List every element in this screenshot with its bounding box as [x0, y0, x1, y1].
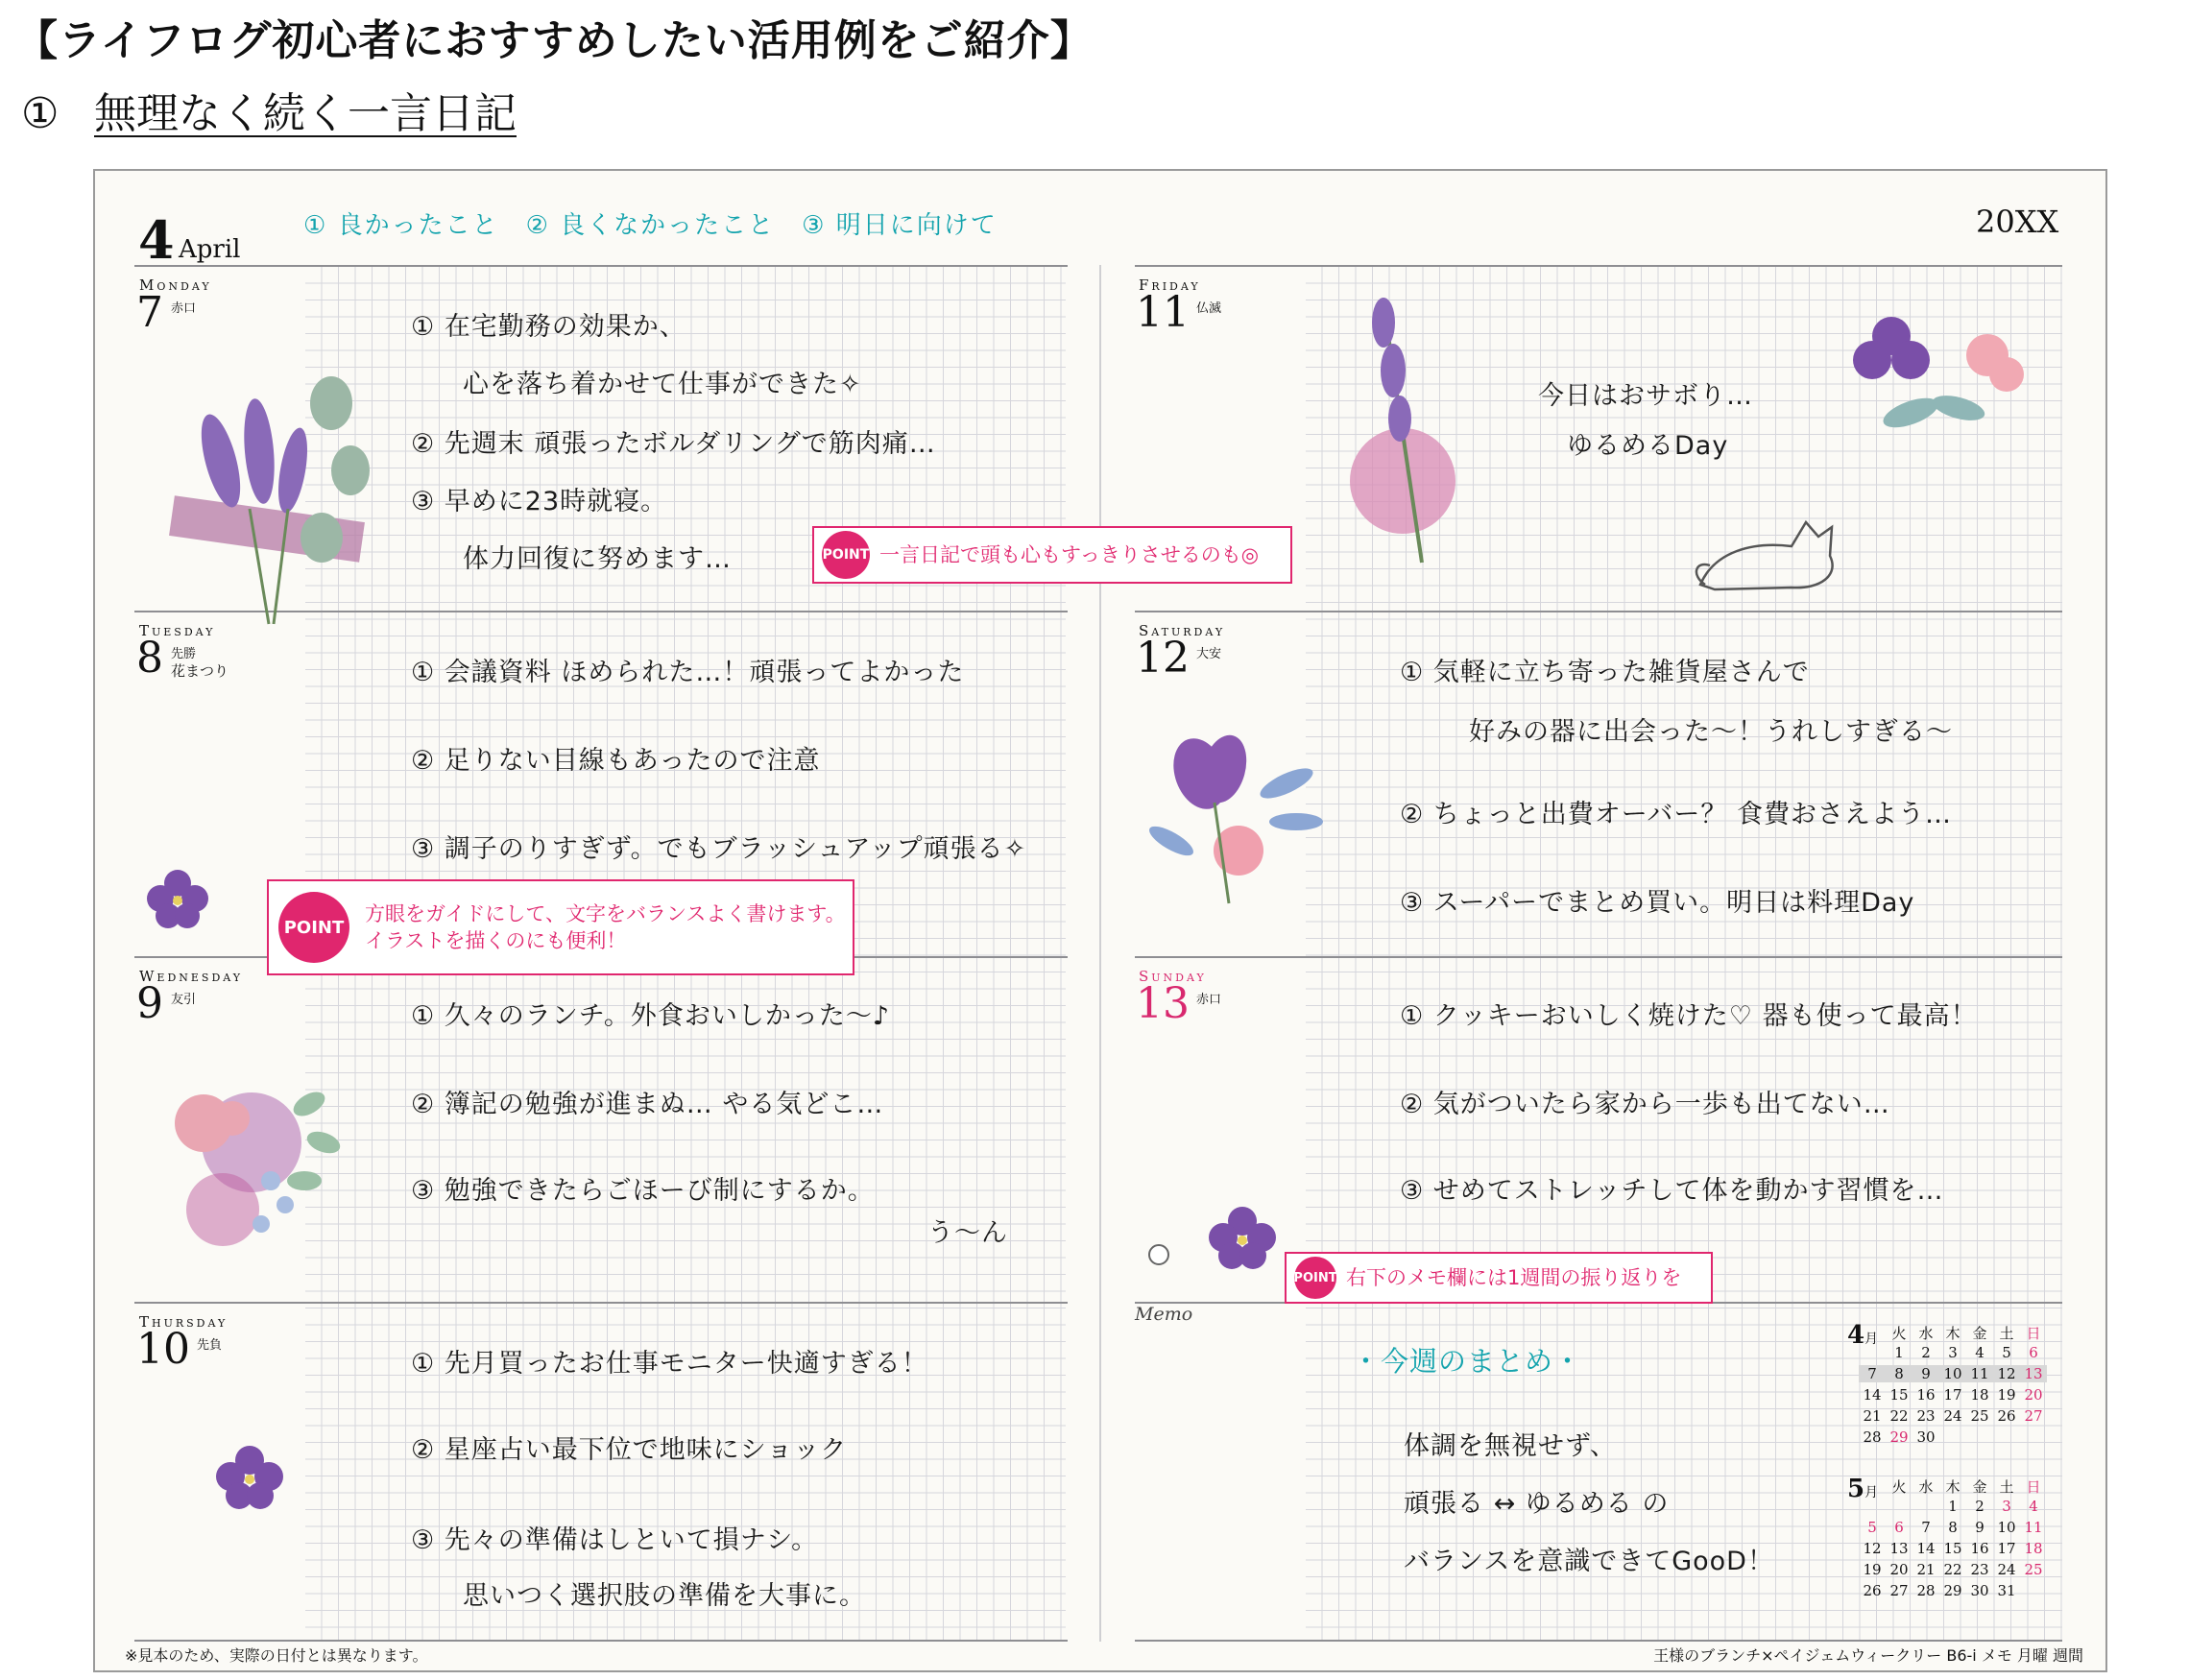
- footer-product: 王様のブランチ×ペイジェムウィークリー B6-i メモ 月曜 週間: [1653, 1646, 2083, 1665]
- day-name-tuesday: Tuesday: [139, 622, 216, 639]
- entry-line: ① 久々のランチ。外食おいしかった〜♪: [411, 1001, 891, 1031]
- rokuyo-tuesday: 先勝: [171, 647, 197, 661]
- cal-weekday: 金: [1972, 1478, 1987, 1496]
- rokuyo-wednesday: 友引: [171, 993, 197, 1007]
- memo-title: ・今週のまとめ・: [1352, 1345, 1583, 1378]
- entry-line: ③ スーパーでまとめ買い。明日は料理Day: [1400, 888, 1915, 918]
- cal-day: 18: [2024, 1540, 2043, 1557]
- entry-line: ③ 先々の準備はしといて損ナシ。: [411, 1525, 819, 1555]
- entry-line: ② 星座占い最下位で地味にショック: [411, 1435, 848, 1465]
- cal-day: 18: [1970, 1386, 1989, 1404]
- ring-hole: [1148, 1244, 1169, 1265]
- cal-day: 8: [1886, 1365, 1912, 1382]
- cal-day: 11: [1966, 1365, 1993, 1382]
- cal-day: 3: [1948, 1344, 1958, 1361]
- cal-day: 23: [1970, 1561, 1989, 1578]
- cal-day: 23: [1916, 1407, 1936, 1425]
- cal-day: 20: [1889, 1561, 1909, 1578]
- divider: [134, 1640, 1068, 1642]
- cal-weekday: 土: [1999, 1325, 2014, 1342]
- center-fold: [1099, 265, 1101, 1642]
- cal-day: 30: [1916, 1428, 1936, 1446]
- cal-weekday: 木: [1945, 1478, 1960, 1496]
- cal-day: 13: [2020, 1365, 2047, 1382]
- day-name-monday: Monday: [139, 276, 212, 294]
- divider: [134, 265, 1068, 267]
- cal-month: 4月: [1847, 1321, 1879, 1350]
- point-callout: [267, 879, 854, 975]
- violet-flower-icon: [1206, 1206, 1279, 1271]
- day-name-friday: Friday: [1139, 276, 1201, 294]
- day-number-sunday: 13: [1136, 979, 1190, 1028]
- cal-day: 10: [1939, 1365, 1966, 1382]
- cal-day: 9: [1975, 1519, 1985, 1536]
- rokuyo-sunday: 赤口: [1196, 993, 1222, 1007]
- entry-line: 体力回復に努めます…: [463, 544, 732, 574]
- point-callout: [1285, 1252, 1713, 1304]
- entry-line: ① 会議資料 ほめられた…！頑張ってよかった: [411, 658, 965, 687]
- cal-day: 29: [1889, 1428, 1909, 1446]
- cal-day: 12: [1863, 1540, 1882, 1557]
- cal-day: 17: [1943, 1386, 1962, 1404]
- cal-day: 14: [1916, 1540, 1936, 1557]
- entry-line: ③ せめてストレッチして体を動かす習慣を…: [1400, 1176, 1944, 1206]
- year-label: 20XX: [1976, 204, 2059, 240]
- entry-legend: ① 良かったこと ② 良くなかったこと ③ 明日に向けて: [303, 211, 998, 240]
- section-number: ①: [21, 89, 60, 138]
- cal-day: 25: [2024, 1561, 2043, 1578]
- cal-day: 16: [1916, 1386, 1936, 1404]
- footer-note: ※見本のため、実際の日付とは異なります。: [125, 1646, 428, 1665]
- cal-day: 7: [1859, 1365, 1886, 1382]
- entry-line: 思いつく選択肢の準備を大事に。: [463, 1581, 866, 1611]
- cal-day: 15: [1943, 1540, 1962, 1557]
- violet-flower-icon: [213, 1444, 286, 1511]
- point-text: 方眼をガイドにして、文字をバランスよく書けます。: [365, 901, 846, 925]
- cal-day: 25: [1970, 1407, 1989, 1425]
- cal-day: 11: [2024, 1519, 2043, 1536]
- entry-line: ゆるめるDay: [1567, 431, 1729, 461]
- lavender-sprig-sticker-icon: [1331, 284, 1484, 572]
- entry-line: ② 簿記の勉強が進まぬ… やる気どこ…: [411, 1090, 884, 1119]
- divider: [134, 1302, 1068, 1304]
- entry-line: ① 在宅勤務の効果か、: [411, 312, 686, 342]
- cal-day: 16: [1970, 1540, 1989, 1557]
- cal-day: 1: [1948, 1498, 1958, 1515]
- point-badge: POINT: [822, 531, 870, 579]
- cal-weekday: 金: [1972, 1325, 1987, 1342]
- day-name-sunday: Sunday: [1139, 968, 1207, 985]
- cal-day: 3: [2002, 1498, 2011, 1515]
- memo-line: バランスを意識できてGooD！: [1404, 1547, 1774, 1576]
- page-heading: 【ライフログ初心者におすすめしたい活用例をご紹介】: [15, 16, 1094, 65]
- entry-line: ② 足りない目線もあったので注意: [411, 746, 821, 776]
- point-badge: POINT: [278, 892, 349, 963]
- cal-weekday: 日: [2026, 1478, 2041, 1496]
- cal-day: 5: [1867, 1519, 1877, 1536]
- point-text: 一言日記で頭も心もすっきりさせるのも◎: [879, 542, 1260, 566]
- cal-day: 27: [2024, 1407, 2043, 1425]
- month-name: April: [179, 235, 241, 264]
- cal-day: 12: [1993, 1365, 2020, 1382]
- rokuyo-saturday: 大安: [1196, 647, 1222, 661]
- cal-month: 5月: [1847, 1475, 1879, 1503]
- holiday-tuesday: 花まつり: [171, 662, 229, 680]
- day-number-thursday: 10: [136, 1325, 190, 1374]
- cal-weekday: 水: [1918, 1478, 1934, 1496]
- cal-day: 22: [1889, 1407, 1909, 1425]
- cal-weekday: 水: [1918, 1325, 1934, 1342]
- day-number-wednesday: 9: [136, 979, 163, 1028]
- cal-day: 15: [1889, 1386, 1909, 1404]
- cal-weekday: 火: [1891, 1478, 1907, 1496]
- memo-label: Memo: [1135, 1304, 1193, 1325]
- divider: [1135, 1640, 2062, 1642]
- entry-line: ③ 勉強できたらごほーび制にするか。: [411, 1176, 875, 1206]
- cal-day: 19: [1863, 1561, 1882, 1578]
- entry-line: ① 先月買ったお仕事モニター快適すぎる！: [411, 1349, 928, 1379]
- entry-line: 好みの器に出会った〜！うれしすぎる〜: [1469, 717, 1953, 747]
- cal-day: 26: [1997, 1407, 2016, 1425]
- entry-line: ① 気軽に立ち寄った雑貨屋さんで: [1400, 658, 1810, 687]
- cal-day: 26: [1863, 1582, 1882, 1599]
- cal-day: 9: [1912, 1365, 1939, 1382]
- cal-day: 5: [2002, 1344, 2011, 1361]
- cal-day: 8: [1948, 1519, 1958, 1536]
- cal-day: 22: [1943, 1561, 1962, 1578]
- lavender-sticker-icon: [154, 346, 374, 634]
- memo-line: 頑張る ↔ ゆるめる の: [1404, 1489, 1670, 1519]
- point-text: イラストを描くのにも便利！: [365, 929, 627, 952]
- cal-day: 17: [1997, 1540, 2016, 1557]
- rokuyo-thursday: 先負: [197, 1338, 223, 1353]
- day-number-friday: 11: [1136, 288, 1190, 337]
- memo-line: 体調を無視せず、: [1404, 1431, 1617, 1461]
- section-title: 無理なく続く一言日記: [94, 89, 517, 138]
- day-number-monday: 7: [136, 288, 163, 337]
- entry-line: ② 気がついたら家から一歩も出てない…: [1400, 1090, 1890, 1119]
- cal-day: 27: [1889, 1582, 1909, 1599]
- cal-day: 6: [1894, 1519, 1904, 1536]
- flower-pair-sticker-icon: [1843, 307, 2035, 451]
- cal-weekday: 木: [1945, 1325, 1960, 1342]
- day-name-saturday: Saturday: [1139, 622, 1226, 639]
- entry-line: ① クッキーおいしく焼けた♡ 器も使って最高！: [1400, 1001, 1978, 1031]
- cal-day: 30: [1970, 1582, 1989, 1599]
- cal-day: 21: [1916, 1561, 1936, 1578]
- cat-doodle-icon: [1686, 484, 1849, 599]
- cal-day: 28: [1916, 1582, 1936, 1599]
- point-text: 右下のメモ欄には1週間の振り返りを: [1346, 1265, 1682, 1289]
- day-name-wednesday: Wednesday: [139, 968, 244, 985]
- entry-line: ② ちょっと出費オーバー？ 食費おさえよう…: [1400, 800, 1953, 829]
- cal-day: 2: [1921, 1344, 1931, 1361]
- cal-day: 28: [1863, 1428, 1882, 1446]
- cal-day: 2: [1975, 1498, 1985, 1515]
- entry-line: ③ 調子のりすぎず。でもブラッシュアップ頑張る✧: [411, 834, 1027, 864]
- point-badge: POINT: [1294, 1257, 1336, 1299]
- point-callout: [812, 526, 1292, 584]
- cal-day: 19: [1997, 1386, 2016, 1404]
- day-name-thursday: Thursday: [139, 1313, 229, 1331]
- divider: [1135, 956, 2062, 958]
- violet-flower-icon: [144, 868, 211, 929]
- rokuyo-friday: 仏滅: [1196, 301, 1222, 316]
- cal-weekday: 土: [1999, 1478, 2014, 1496]
- cal-day: 21: [1863, 1407, 1882, 1425]
- divider: [1135, 611, 2062, 612]
- cal-day: 10: [1997, 1519, 2016, 1536]
- cal-day: 14: [1863, 1386, 1882, 1404]
- section-subheading: [21, 79, 517, 140]
- entry-line: う〜ん: [927, 1218, 1008, 1248]
- cal-day: 29: [1943, 1582, 1962, 1599]
- month-number: 4: [138, 209, 175, 271]
- mini-calendar-april: [1847, 1319, 2058, 1452]
- rose-bouquet-sticker-icon: [136, 1066, 357, 1258]
- cal-day: 4: [1975, 1344, 1985, 1361]
- cal-day: 20: [2024, 1386, 2043, 1404]
- cal-weekday: 日: [2026, 1325, 2041, 1342]
- entry-line: ② 先週末 頑張ったボルダリングで筋肉痛…: [411, 429, 936, 459]
- entry-line: ③ 早めに23時就寝。: [411, 487, 668, 516]
- cal-day: 24: [1997, 1561, 2016, 1578]
- entry-line: 心を落ち着かせて仕事ができた✧: [463, 370, 862, 399]
- cal-day: 7: [1921, 1519, 1931, 1536]
- divider: [1135, 265, 2062, 267]
- cal-day: 4: [2029, 1498, 2038, 1515]
- cal-weekday: 火: [1891, 1325, 1907, 1342]
- cal-day: 1: [1894, 1344, 1904, 1361]
- day-number-tuesday: 8: [136, 634, 163, 683]
- flower-bouquet-sticker-icon: [1133, 726, 1335, 908]
- rokuyo-monday: 赤口: [171, 301, 197, 316]
- mini-calendar-may: [1847, 1473, 2058, 1605]
- entry-line: 今日はおサボり…: [1538, 381, 1753, 411]
- cal-day: 31: [1997, 1582, 2016, 1599]
- day-number-saturday: 12: [1136, 634, 1190, 683]
- cal-day: 13: [1889, 1540, 1909, 1557]
- cal-day: 24: [1943, 1407, 1962, 1425]
- cal-day: 6: [2029, 1344, 2038, 1361]
